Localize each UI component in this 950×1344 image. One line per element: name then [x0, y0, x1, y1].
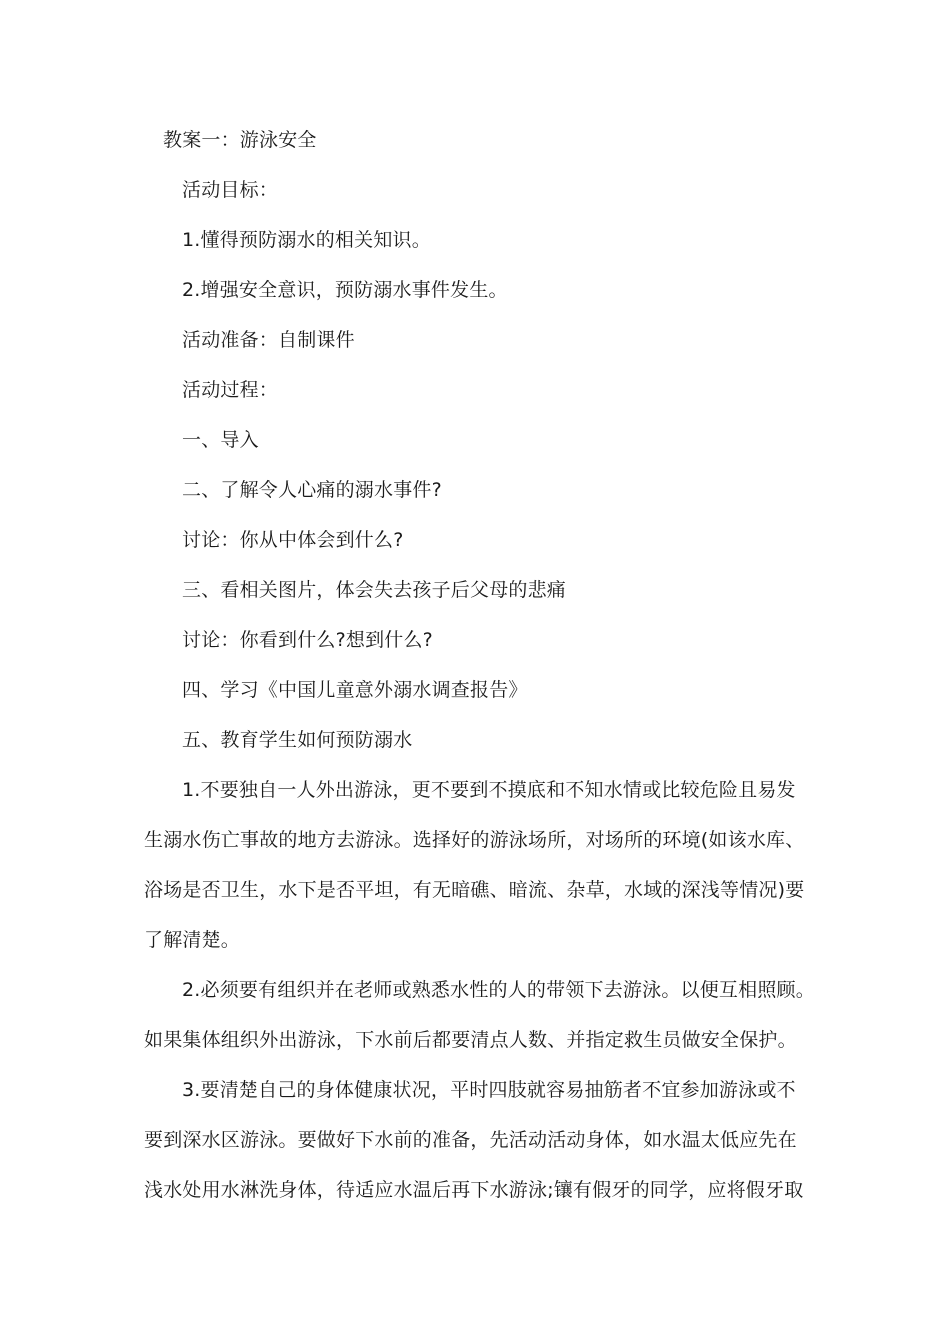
paragraph-3-line-1: 3.要清楚自己的身体健康状况，平时四肢就容易抽筋者不宜参加游泳或不	[182, 1079, 796, 1101]
goal-item-2: 2.增强安全意识，预防溺水事件发生。	[182, 279, 508, 301]
process-step-5: 五、教育学生如何预防溺水	[182, 729, 413, 751]
process-step-1: 一、导入	[182, 429, 259, 451]
preparation-line: 活动准备：自制课件	[182, 329, 355, 351]
section-heading-goals: 活动目标：	[182, 179, 279, 201]
paragraph-1-line-1: 1.不要独自一人外出游泳，更不要到不摸底和不知水情或比较危险且易发	[182, 779, 796, 801]
paragraph-1-line-4: 了解清楚。	[144, 929, 241, 951]
paragraph-3-line-3: 浅水处用水淋洗身体，待适应水温后再下水游泳;镶有假牙的同学，应将假牙取	[144, 1179, 804, 1201]
process-step-2: 二、了解令人心痛的溺水事件?	[182, 479, 442, 501]
section-heading-process: 活动过程：	[182, 379, 279, 401]
discussion-line-2: 讨论：你看到什么?想到什么?	[182, 629, 433, 651]
paragraph-3-line-2: 要到深水区游泳。要做好下水前的准备，先活动活动身体，如水温太低应先在	[144, 1129, 797, 1151]
paragraph-1-line-2: 生溺水伤亡事故的地方去游泳。选择好的游泳场所，对场所的环境(如该水库、	[144, 829, 805, 851]
document-title: 教案一：游泳安全	[163, 129, 317, 151]
process-step-4: 四、学习《中国儿童意外溺水调查报告》	[182, 679, 528, 701]
process-step-3: 三、看相关图片，体会失去孩子后父母的悲痛	[182, 579, 567, 601]
paragraph-1-line-3: 浴场是否卫生，水下是否平坦，有无暗礁、暗流、杂草，水域的深浅等情况)要	[144, 879, 805, 901]
paragraph-2-line-1: 2.必须要有组织并在老师或熟悉水性的人的带领下去游泳。以便互相照顾。	[182, 979, 815, 1001]
paragraph-2-line-2: 如果集体组织外出游泳，下水前后都要清点人数、并指定救生员做安全保护。	[144, 1029, 797, 1051]
goal-item-1: 1.懂得预防溺水的相关知识。	[182, 229, 431, 251]
discussion-line-1: 讨论：你从中体会到什么?	[182, 529, 404, 551]
